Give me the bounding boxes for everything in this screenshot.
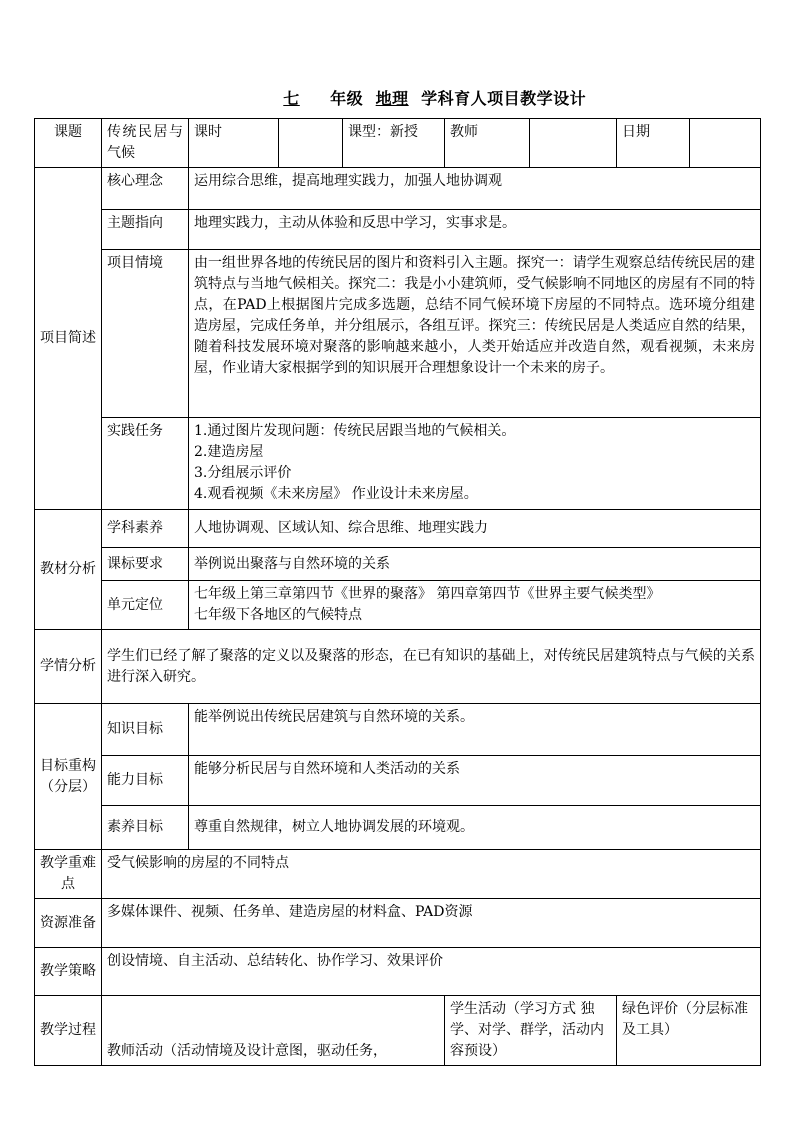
unit-line: 七年级下各地区的气候特点 [194, 607, 362, 623]
knowledge-goal-label: 知识目标 [102, 704, 189, 756]
literacy-goal-label: 素养目标 [102, 806, 189, 850]
practice-item: 4.观看视频《未来房屋》 作业设计未来房屋。 [194, 486, 478, 502]
scenario-label: 项目情境 [102, 250, 189, 418]
title-text: 学科育人项目教学设计 [421, 89, 587, 108]
standard-row [35, 548, 761, 581]
strategy-value: 创设情境、自主活动、总结转化、协作学习、效果评价 [102, 948, 761, 996]
theme-value: 地理实践力，主动从体验和反思中学习，实事求是。 [189, 210, 761, 250]
unit-line: 七年级上第三章第四节《世界的聚落》 第四章第四节《世界主要气候类型》 [194, 586, 661, 602]
literacy-row [35, 510, 761, 548]
literacy-goal-row [35, 806, 761, 850]
ability-goal-row [35, 756, 761, 806]
goals-label: 目标重构（分层） [35, 704, 102, 850]
ability-goal-value: 能够分析民居与自然环境和人类活动的关系 [189, 756, 761, 806]
teacher-value [530, 119, 617, 168]
key-points-value: 受气候影响的房屋的不同特点 [102, 850, 761, 899]
date-label: 日期 [617, 119, 690, 168]
type-label: 课型：新授 [343, 119, 445, 168]
process-label: 教学过程 [35, 996, 102, 1066]
scenario-row [35, 250, 761, 418]
learning-row [35, 630, 761, 704]
key-points-row [35, 850, 761, 899]
standard-label: 课标要求 [102, 548, 189, 581]
knowledge-goal-value: 能举例说出传统民居建筑与自然环境的关系。 [189, 704, 761, 756]
grade-suffix: 年级 [330, 89, 364, 108]
core-concept-label: 核心理念 [102, 168, 189, 210]
document-title [0, 86, 794, 109]
practice-list [189, 418, 761, 510]
knowledge-goal-row [35, 704, 761, 756]
ability-goal-label: 能力目标 [102, 756, 189, 806]
teacher-label: 教师 [445, 119, 530, 168]
scenario-value: 由一组世界各地的传统民居的图片和资料引入主题。探究一：请学生观察总结传统民居的建筑特点与当地气候相关。探究二：我是小小建筑师，受气候影响不同地区的房屋有不同的特点，在PAD上根据图片完成多选题，总结不同气候环境下房屋的不同特点。选环境分组建造房屋，完成任务单，并分组展示，各组互评。探究三：传统民居是人类适应自然的结果，随着科技发展环境对聚落的影响越来越小，人类开始适应并改造自然，观看视频，未来房屋，作业请大家根据学到的知识展开合理想象设计一个未来的房子。 [189, 250, 761, 418]
strategy-label: 教学策略 [35, 948, 102, 996]
hours-label: 课时 [189, 119, 279, 168]
theme-label: 主题指向 [102, 210, 189, 250]
strategy-row [35, 948, 761, 996]
literacy-goal-value: 尊重自然规律，树立人地协调发展的环境观。 [189, 806, 761, 850]
practice-row [35, 418, 761, 510]
unit-label: 单元定位 [102, 581, 189, 630]
resources-value: 多媒体课件、视频、任务单、建造房屋的材料盒、PAD资源 [102, 899, 761, 948]
key-points-label: 教学重难点 [35, 850, 102, 899]
subject-value: 地理 [375, 89, 409, 108]
core-concept-row [35, 168, 761, 210]
resources-label: 资源准备 [35, 899, 102, 948]
teacher-activity-header: 教师活动（活动情境及设计意图，驱动任务， [102, 996, 445, 1066]
unit-row [35, 581, 761, 630]
student-activity-header: 学生活动（学习方式 独学、对学、群学，活动内容预设） [445, 996, 617, 1066]
resources-row [35, 899, 761, 948]
textbook-label: 教材分析 [35, 510, 102, 630]
literacy-value: 人地协调观、区域认知、综合思维、地理实践力 [189, 510, 761, 548]
standard-value: 举例说出聚落与自然环境的关系 [189, 548, 761, 581]
project-label: 项目简述 [35, 168, 102, 510]
learning-value: 学生们已经了解了聚落的定义以及聚落的形态，在已有知识的基础上，对传统民居建筑特点与气候的关系进行深入研究。 [102, 630, 761, 704]
topic-value: 传统民居与气候 [102, 119, 189, 168]
theme-row [35, 210, 761, 250]
meta-row [35, 119, 761, 168]
core-concept-value: 运用综合思维，提高地理实践力，加强人地协调观 [189, 168, 761, 210]
unit-value [189, 581, 761, 630]
learning-label: 学情分析 [35, 630, 102, 704]
grade-value: 七 [283, 89, 300, 108]
date-value [690, 119, 761, 168]
hours-value [279, 119, 343, 168]
literacy-label: 学科素养 [102, 510, 189, 548]
practice-item: 3.分组展示评价 [194, 465, 292, 481]
lesson-plan-table [34, 118, 761, 1066]
topic-label: 课题 [35, 119, 102, 168]
practice-item: 2.建造房屋 [194, 444, 264, 460]
practice-label: 实践任务 [102, 418, 189, 510]
evaluation-header: 绿色评价（分层标准及工具） [617, 996, 761, 1066]
practice-item: 1.通过图片发现问题：传统民居跟当地的气候相关。 [194, 423, 516, 439]
process-row [35, 996, 761, 1066]
